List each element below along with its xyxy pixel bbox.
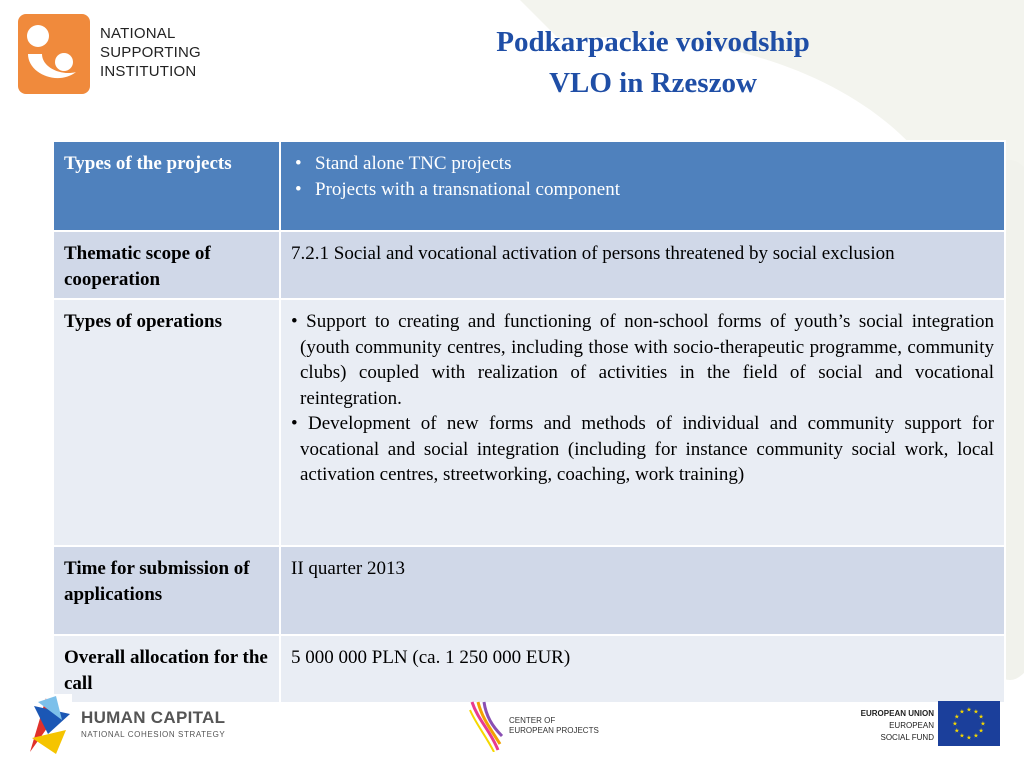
row-value (280, 299, 1005, 546)
slide-title (400, 22, 906, 104)
eu-star-icon: ★ (959, 733, 965, 740)
row-value: 7.2.1 Social and vocational activation of persons threatened by social exclusion (280, 231, 1005, 299)
human-capital-title: HUMAN CAPITAL (81, 708, 226, 727)
slide-title-line-1: Podkarpackie voivodship (496, 26, 810, 58)
human-capital-subtitle: NATIONAL COHESION STRATEGY (81, 730, 226, 739)
eu-line: EUROPEAN (889, 721, 934, 730)
row-label: Types of operations (53, 299, 280, 546)
table-row (53, 635, 1005, 703)
nsi-logo-text (100, 24, 201, 81)
list-item: • Projects with a transnational component (291, 177, 994, 203)
eu-star-icon: ★ (966, 735, 972, 742)
row-label: Overall allocation for the call (53, 635, 280, 703)
eu-line: EUROPEAN UNION (860, 709, 934, 718)
human-capital-logo (81, 708, 225, 739)
eu-star-icon: ★ (954, 714, 960, 721)
national-supporting-institution-logo (18, 14, 218, 96)
nsi-logo-line: NATIONAL (100, 25, 176, 42)
eu-star-icon: ★ (978, 728, 984, 735)
eu-line: SOCIAL FUND (880, 733, 934, 742)
row-label: Thematic scope of cooperation (53, 231, 280, 299)
table-row (53, 231, 1005, 299)
table-row (53, 141, 1005, 231)
table-row (53, 546, 1005, 635)
row-value: II quarter 2013 (280, 546, 1005, 635)
slide-title-line-2: VLO in Rzeszow (549, 67, 757, 99)
table-row (53, 299, 1005, 546)
call-info-table (52, 140, 1006, 704)
eu-star-icon: ★ (952, 721, 958, 728)
eu-star-icon: ★ (973, 733, 979, 740)
nsi-logo-line: INSTITUTION (100, 63, 197, 80)
eu-star-icon: ★ (978, 714, 984, 721)
row-value: 5 000 000 PLN (ca. 1 250 000 EUR) (280, 635, 1005, 703)
project-types-list (291, 151, 994, 202)
nsi-logo-line: SUPPORTING (100, 44, 201, 61)
center-of-european-projects-logo (509, 716, 599, 736)
row-value (280, 141, 1005, 231)
eu-social-fund-text (836, 708, 934, 744)
operation-item: • Development of new forms and methods of individual and community support for vocational and social integration (including for instance community social work, local activation centres, streetworking, coaching, work training) (291, 413, 994, 485)
row-label: Time for submission of applications (53, 546, 280, 635)
eu-star-icon: ★ (959, 709, 965, 716)
cep-line: EUROPEAN PROJECTS (509, 726, 599, 735)
operation-item: • Support to creating and functioning of non-school forms of youth’s social integration (youth community centres, including those with socio-therapeutic programme, community clubs) coupled with realization of activities in the field of social and vocational reintegration. (291, 311, 994, 409)
eu-flag-icon (938, 701, 1000, 746)
eu-star-icon: ★ (966, 707, 972, 714)
list-item: • Stand alone TNC projects (291, 151, 994, 177)
center-of-european-projects-icon (468, 700, 504, 752)
human-capital-logo-icon (26, 694, 72, 756)
cep-line: CENTER OF (509, 716, 556, 725)
eu-star-icon: ★ (980, 721, 986, 728)
eu-star-icon: ★ (954, 728, 960, 735)
eu-star-icon: ★ (973, 709, 979, 716)
row-label: Types of the projects (53, 141, 280, 231)
nsi-logo-icon (18, 14, 90, 94)
